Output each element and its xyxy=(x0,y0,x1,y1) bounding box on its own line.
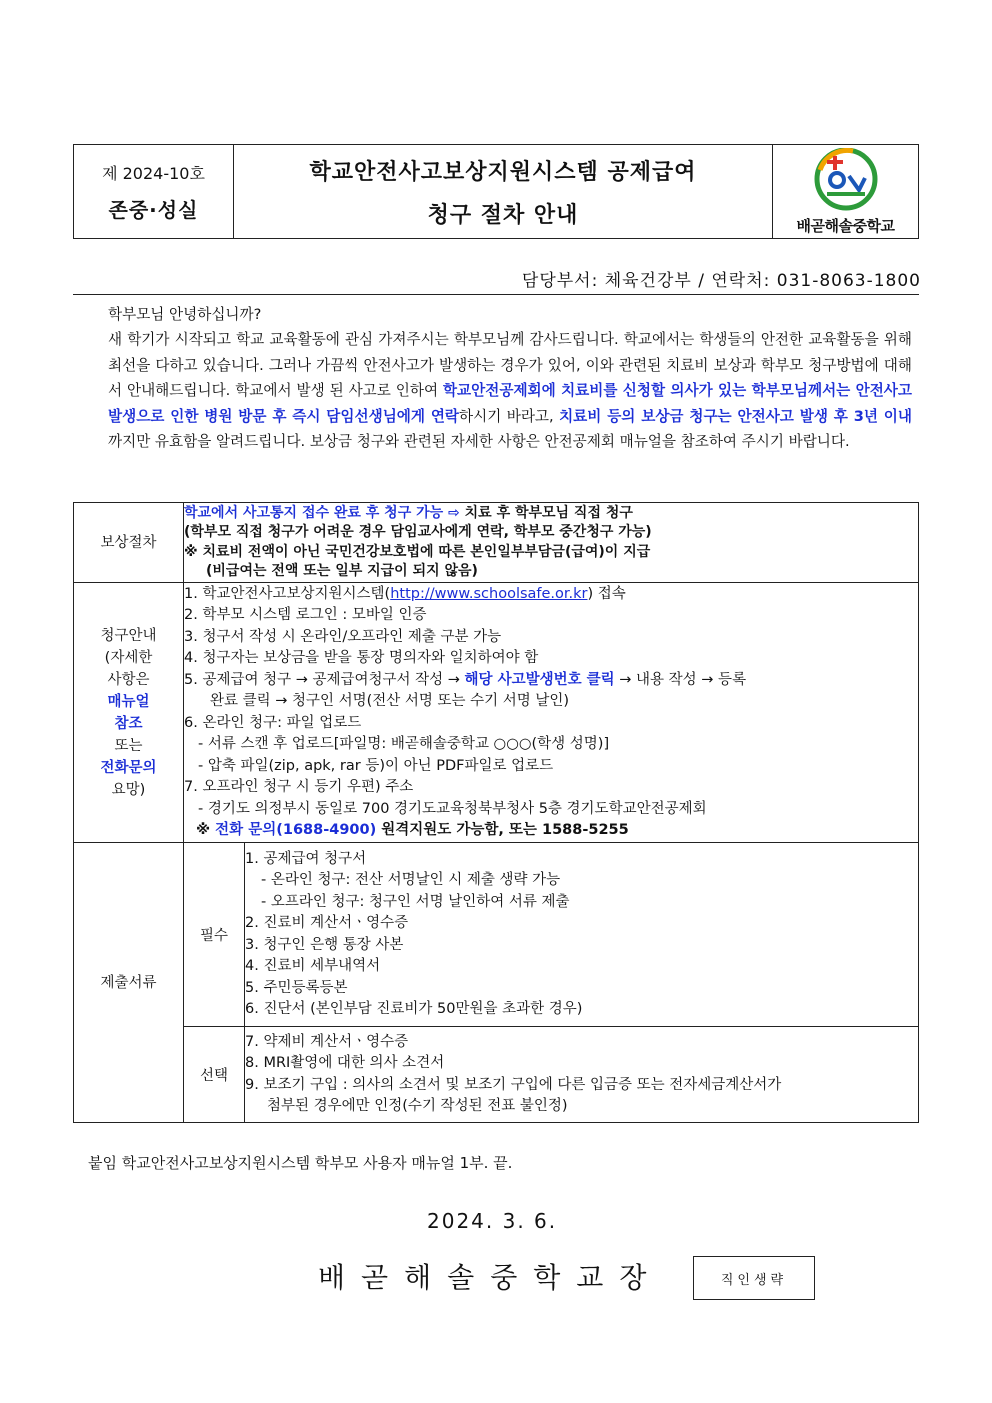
guide-note-phone: 전화 문의(1688-4900) xyxy=(215,822,377,838)
intro-text-1: 새 학기가 시작되고 학교 교육활동에 관심 가져주시는 학부모님께 감사드립니다. 학교에서는 학생들의 안전한 교육활동을 위해 최선을 다하고 있습니다. 그러나 가끔씩 안전사고가 발생하는 경우가 있어, 이와 관련된 치료비 보상과 학부모 청구방법에 대해서 안내해드립니다. 학교에서 발생 된 사고로 인하여 xyxy=(108,331,912,400)
guide-label-line: 청구안내 xyxy=(100,627,157,644)
guide-item-5-bold: 해당 사고발생번호 클릭 xyxy=(464,671,615,688)
list-item: 7. 약제비 계산서ㆍ영수증 xyxy=(245,1033,409,1050)
principal-signature: 배곧해솔중학교장 xyxy=(318,1261,663,1294)
guide-item-6: 6. 온라인 청구: 파일 업로드 xyxy=(184,714,362,731)
intro-paragraph xyxy=(82,327,912,454)
guide-item-6a: - 서류 스캔 후 업로드[파일명: 배곧해솔중학교 ○○○(학생 성명)] xyxy=(198,736,610,752)
guide-item-1-post: ) 접속 xyxy=(587,585,626,602)
list-item: - 오프라인 청구: 청구인 서명 날인하여 서류 제출 xyxy=(261,893,570,910)
row-label-docs: 제출서류 xyxy=(74,843,184,1123)
required-label: 필수 xyxy=(184,843,245,1027)
document-title-line1: 학교안전사고보상지원시스템 공제급여 xyxy=(309,159,697,185)
intro-highlight-2: 치료비 등의 보상금 청구는 안전사고 발생 후 3년 이내 xyxy=(559,407,912,425)
compensation-line2: (학부모 직접 청구가 어려운 경우 담임교사에게 연락, 학부모 중간청구 가능) xyxy=(184,524,652,540)
list-item: 2. 진료비 계산서ㆍ영수증 xyxy=(245,915,409,931)
list-item: 첨부된 경우에만 인정(수기 작성된 전표 불인정) xyxy=(267,1098,568,1114)
document-header xyxy=(73,144,919,239)
table-row-guide xyxy=(74,583,919,843)
issue-number: 제 2024-10호 xyxy=(102,163,205,183)
divider xyxy=(73,294,919,295)
guide-label-line: 또는 xyxy=(114,737,143,754)
list-item: 5. 주민등록등본 xyxy=(245,979,348,996)
intro-highlight-1: 학교안전공제회에 치료비를 신청할 의사가 있는 학부모님께서는 안전사고 발생으로 인한 병원 방문 후 즉시 담임선생님에게 연락 xyxy=(108,382,912,425)
guide-label-line: 사항은 xyxy=(107,671,150,688)
guide-item-1-pre: 1. 학교안전사고보상지원시스템( xyxy=(184,585,391,602)
list-item: 6. 진단서 (본인부담 진료비가 50만원을 초과한 경우) xyxy=(245,1001,583,1017)
guide-item-7: 7. 오프라인 청구 시 등기 우편) 주소 xyxy=(184,779,414,795)
schoolsafe-link[interactable]: http://www.schoolsafe.or.kr xyxy=(390,585,588,602)
guide-label-line: 전화문의 xyxy=(100,759,157,776)
guide-item-5-pre: 5. 공제급여 청구 → 공제급여청구서 작성 → xyxy=(184,671,465,688)
title-cell xyxy=(234,145,773,238)
compensation-line1-rest: 치료 후 학부모님 직접 청구 xyxy=(464,504,633,521)
guide-note-post: 원격지원도 가능함, 또는 1588-5255 xyxy=(376,822,629,838)
guide-item-5 xyxy=(184,670,918,692)
guide-label-line: (자세한 xyxy=(104,649,153,666)
optional-docs-list xyxy=(245,1027,919,1123)
guide-item-5-post: → 내용 작성 → 등록 xyxy=(614,671,747,688)
intro-section xyxy=(82,302,912,454)
school-emblem-icon xyxy=(813,148,879,212)
school-motto: 존중·성실 xyxy=(108,197,199,222)
optional-label: 선택 xyxy=(184,1027,245,1123)
contact-info: 담당부서: 체육건강부 / 연락처: 031-8063-1800 xyxy=(521,271,921,291)
guide-item-2: 2. 학부모 시스템 로그인 : 모바일 인증 xyxy=(184,607,427,623)
guide-item-4: 4. 청구자는 보상금을 받을 통장 명의자와 일치하여야 함 xyxy=(184,650,539,666)
table-row-compensation xyxy=(74,503,919,583)
list-item: 1. 공제급여 청구서 xyxy=(245,850,367,867)
issue-cell xyxy=(74,145,234,238)
row-label-guide xyxy=(74,583,184,843)
required-docs-list xyxy=(245,843,919,1027)
greeting: 학부모님 안녕하십니까? xyxy=(108,306,262,323)
guide-label-line: 요망) xyxy=(111,781,146,798)
table-row-docs-required xyxy=(74,843,919,1027)
claim-procedure-table xyxy=(73,502,919,1123)
guide-content xyxy=(184,583,919,843)
table-row-docs-optional xyxy=(74,1027,919,1123)
guide-note-pre: ※ xyxy=(196,822,216,838)
guide-item-3: 3. 청구서 작성 시 온라인/오프라인 제출 구분 가능 xyxy=(184,628,502,645)
list-item: 9. 보조기 구입 : 의사의 소견서 및 보조기 구입에 다른 입금증 또는 전자세금계산서가 xyxy=(245,1076,782,1093)
school-name: 배곧해솔중학교 xyxy=(796,216,895,235)
list-item: 3. 청구인 은행 통장 사본 xyxy=(245,936,404,953)
guide-item-1 xyxy=(184,584,918,606)
list-item: 8. MRI촬영에 대한 의사 소견서 xyxy=(245,1055,445,1071)
arrow-icon: ⇨ xyxy=(448,504,460,521)
attachment-note: 붙임 학교안전사고보상지원시스템 학부모 사용자 매뉴얼 1부. 끝. xyxy=(88,1154,513,1172)
guide-label-line: 매뉴얼 xyxy=(107,693,150,710)
seal-omitted-box: 직인생략 xyxy=(693,1256,815,1300)
row-label-compensation: 보상절차 xyxy=(74,503,184,583)
list-item: 4. 진료비 세부내역서 xyxy=(245,958,381,974)
document-date: 2024. 3. 6. xyxy=(427,1209,558,1233)
compensation-line1-blue: 학교에서 사고통지 접수 완료 후 청구 가능 xyxy=(184,504,444,521)
compensation-line3: ※ 치료비 전액이 아닌 국민건강보호법에 따른 본인일부부담금(급여)이 지급 xyxy=(184,543,651,560)
compensation-line1 xyxy=(184,504,918,524)
list-item: - 온라인 청구: 전산 서명날인 시 제출 생략 가능 xyxy=(261,872,561,888)
guide-item-6b: - 압축 파일(zip, apk, rar 등)이 아닌 PDF파일로 업로드 xyxy=(198,757,554,774)
intro-text-2: 하시기 바라고, xyxy=(459,407,560,425)
guide-label-line: 참조 xyxy=(114,715,143,732)
guide-item-7a: - 경기도 의정부시 동일로 700 경기도교육청북부청사 5층 경기도학교안전공제회 xyxy=(198,800,707,817)
school-logo-cell xyxy=(773,145,918,238)
document-title-line2: 청구 절차 안내 xyxy=(427,202,579,228)
guide-note xyxy=(184,820,918,842)
guide-item-5-cont: 완료 클릭 → 청구인 서명(전산 서명 또는 수기 서명 날인) xyxy=(210,693,570,709)
compensation-line4: (비급여는 전액 또는 일부 지급이 되지 않음) xyxy=(206,563,478,579)
intro-text-3: 까지만 유효함을 알려드립니다. 보상금 청구와 관련된 자세한 사항은 안전공제회 매뉴얼을 참조하여 주시기 바랍니다. xyxy=(108,433,850,451)
compensation-content xyxy=(184,503,919,583)
